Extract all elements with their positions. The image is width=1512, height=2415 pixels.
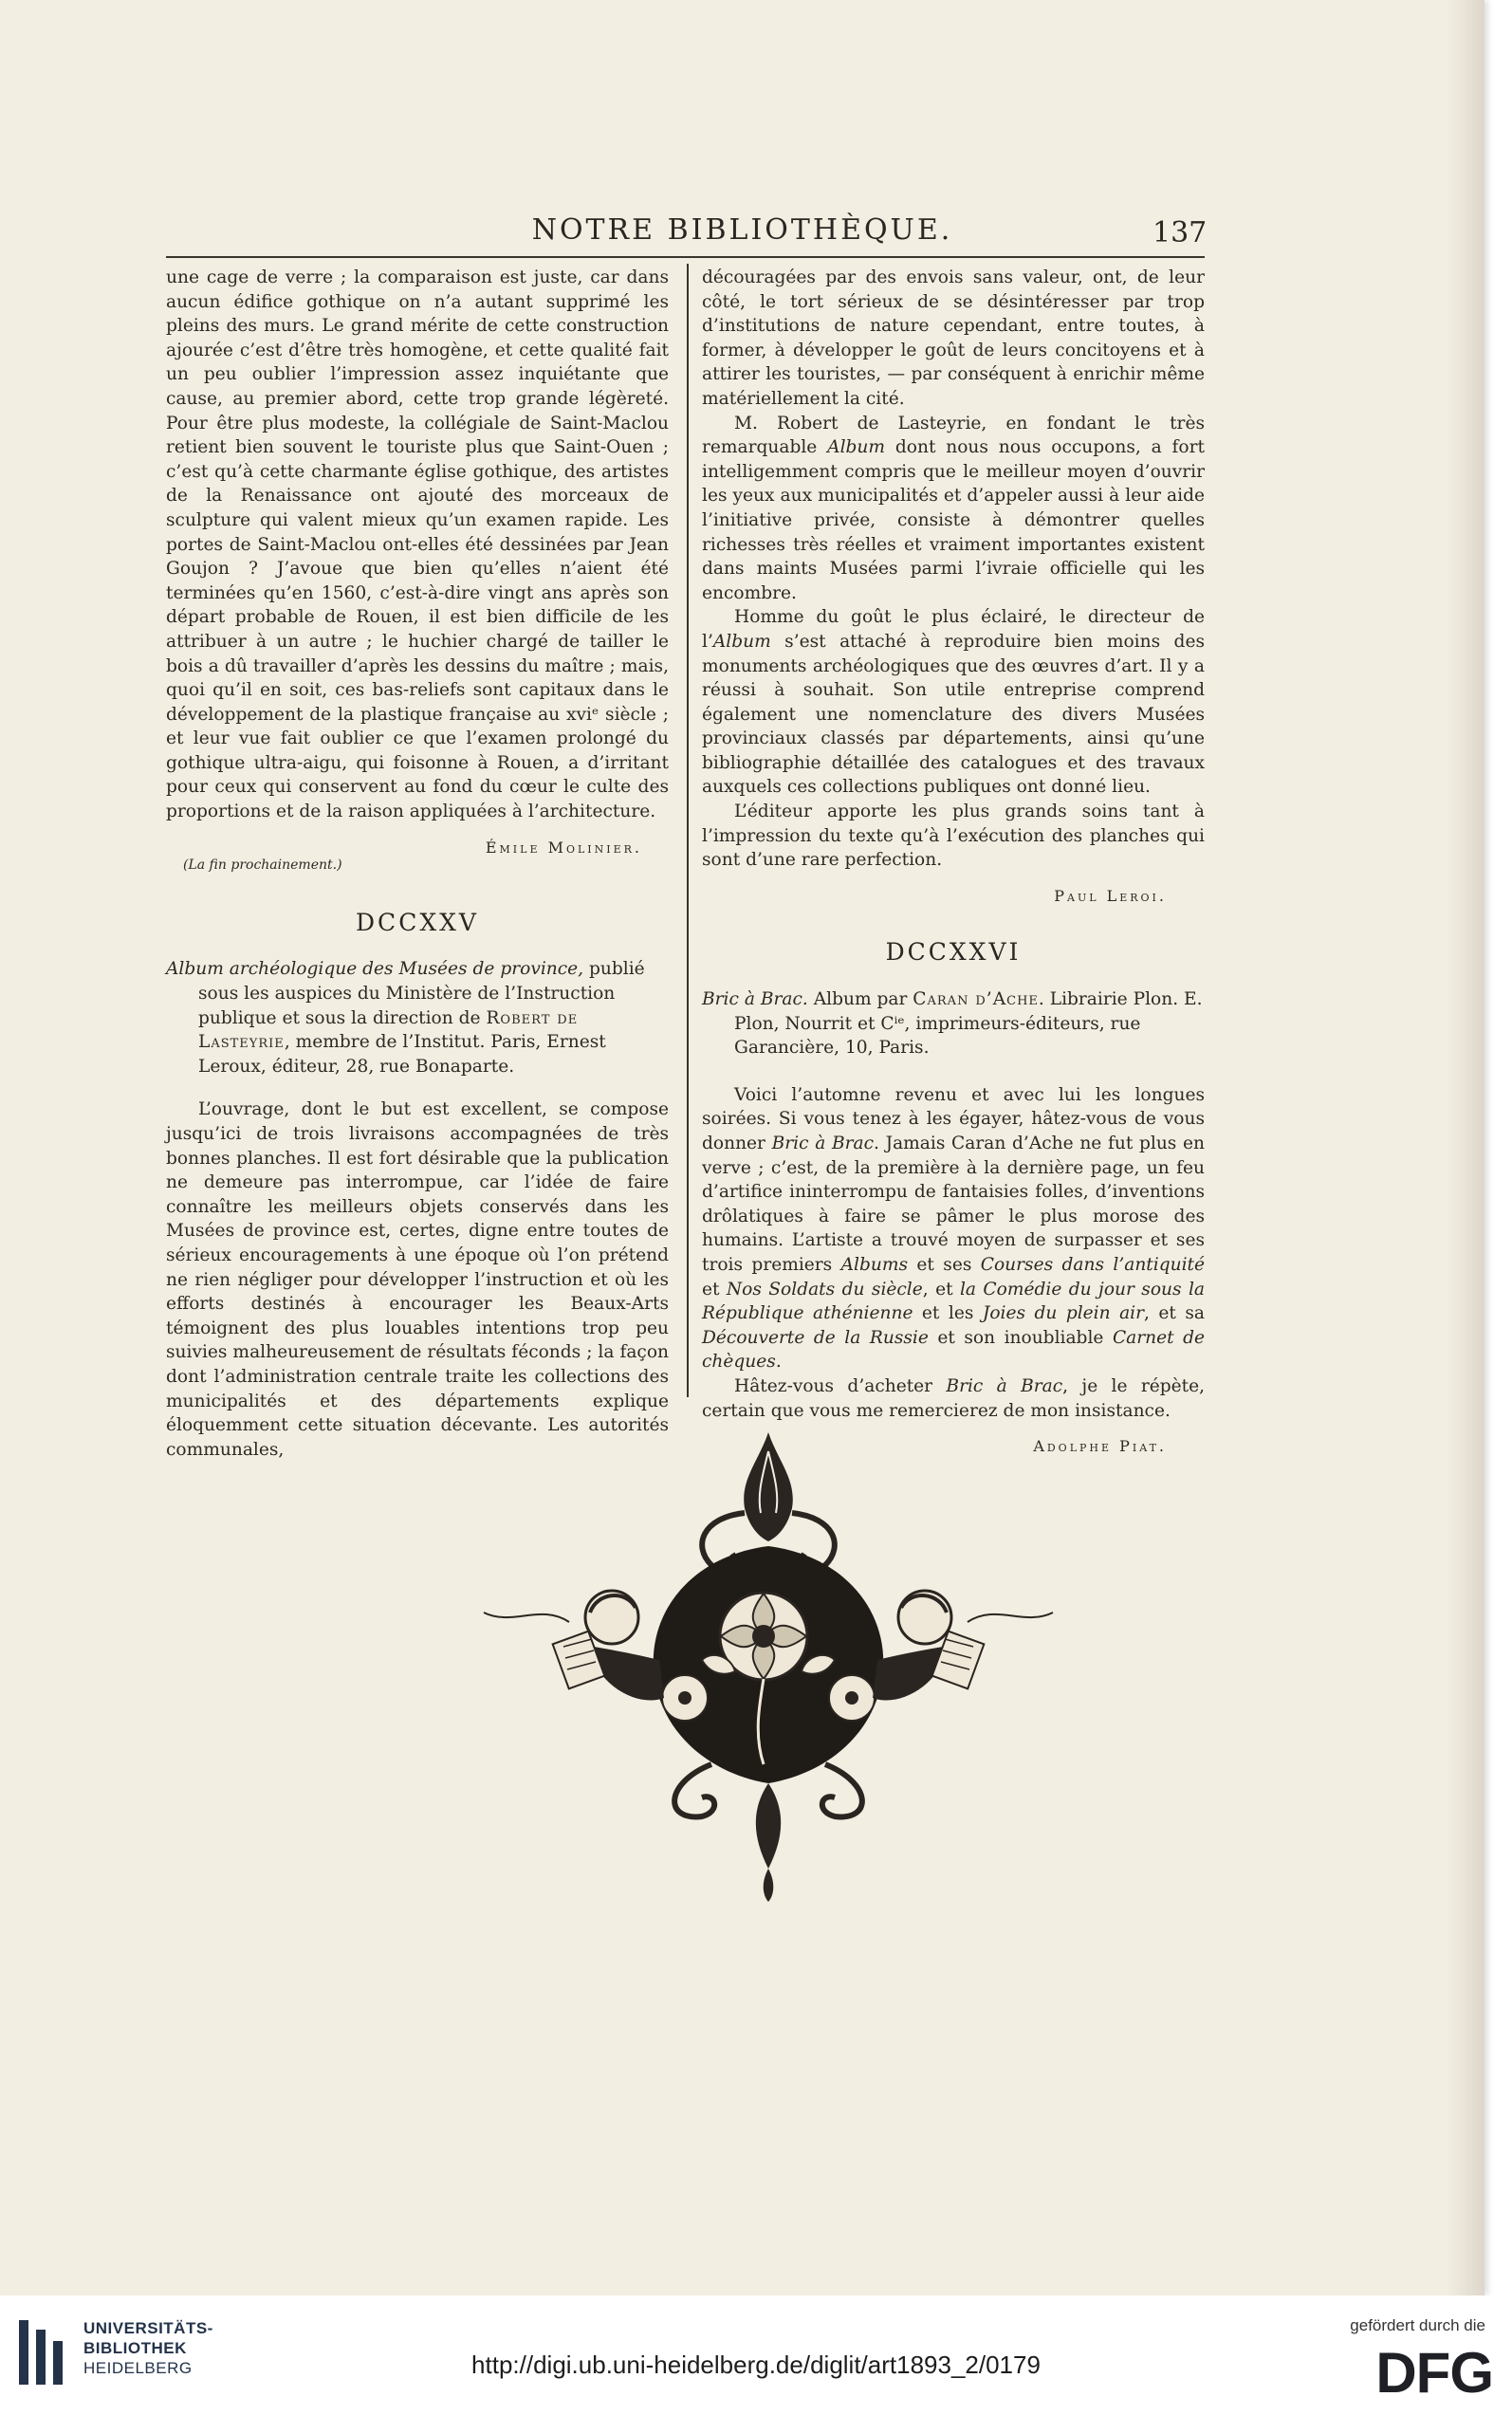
title-italic: Courses dans l’antiquité [980,1254,1206,1275]
entry-text: Album par [807,989,913,1010]
right-paragraph-1: découragées par des envois sans valeur, ont, de leur côté, le tort sérieux de se désintéresser par trop d’institutions de nature cependant, entre toutes, à former, à développer le goût de leurs concitoyens et à attirer les touristes, — par conséquent à enrichir même matériellement la cité. [702,267,1205,409]
entry-rest: , membre de l’Institut. Paris, Ernest Leroux, éditeur, 28, rue Bonaparte. [198,1032,606,1077]
title-italic: Bric à Brac [946,1375,1063,1396]
right-flower [829,1675,875,1721]
title-italic: Albums [840,1254,909,1275]
text-run: , et sa [1144,1303,1205,1324]
top-finial [744,1432,793,1541]
bibliographic-entry-dccxxvi [702,987,1205,1060]
text-run: dont nous nous occupons, a fort intelligemment compris que le meilleur moyen d’ouvrir les yeux aux municipalités et d’appeler aussi à leur aide l’initiative privée, consiste à démontrer quelles richesses très réelles et vraiment importantes existent dans maints Musées parmi l’ivraie officielle qui les encombre. [702,437,1205,603]
right-cherub [873,1591,984,1701]
title-italic: Nos Soldats du siècle [726,1279,923,1300]
bottom-pendant [756,1783,781,1869]
text-run: . [775,1352,782,1373]
title-italic: Joies du plein air [982,1303,1145,1324]
text-run: s’est attaché à reproduire bien moins des monuments archéologiques que des œuvres d’art. Il y a réussi à souhait. Son utile entreprise comprend également une nomenclature des divers Musées provinciaux classés par départements, ainsi qu’une bibliographie détaillée des catalogues et des travaux auxquels ces collections publiques ont donné lieu. [702,631,1205,798]
entry-rest: . Librairie Plon. E. Plon, Nourrit et Cⁱᵉ, imprimeurs-éditeurs, rue Garancière, 10, Paris. [734,989,1203,1059]
entry-title: Bric à Brac. [702,989,808,1010]
section-number-dccxxvi: DCCXXVI [885,938,1022,967]
review-paragraph-1 [702,1083,1205,1374]
signature-molinier: Émile Molinier. [485,838,642,857]
dfg-logo: DFG [1375,2341,1493,2405]
continuation-note: (La fin prochainement.) [183,857,342,874]
album-italic: Album [827,437,886,458]
left-column [166,266,669,1462]
text-run: et les [913,1303,983,1324]
left-tendril [484,1613,569,1622]
title-italic: Carnet de chèques [702,1327,1206,1373]
section-number-dccxxv: DCCXXV [356,908,479,936]
page-edge-shadow [1447,0,1484,2295]
title-italic: Bric à Brac [771,1134,875,1153]
header-rule [166,256,1205,258]
library-line-1: UNIVERSITÄTS- [83,2319,213,2337]
signature-piat: Adolphe Piat. [1033,1437,1167,1456]
left-paragraph: une cage de verre ; la comparaison est juste, car dans aucun édifice gothique on n’a autant supprimé les pleins des murs. Le grand mérite de cette construction ajourée c’est d’être très homogène, et cette qualité fait un peu oublier l’impression assez inquiétante que cause, au premier abord, cette trop grande légèreté. Pour être plus modeste, la collégiale de Saint-Maclou retient bien souvent le touriste plus que Saint-Ouen ; c’est qu’à cette charmante église gothique, des artistes de la Renaissance ont ajouté des morceaux de sculpture qui valent mieux qu’un examen rapide. Les portes de Saint-Maclou ont-elles été dessinées par Jean Goujon ? J’avoue que bien qu’elles n’aient été terminées qu’en 1560, c’est-à-dire vingt ans après son départ probable de Rouen, il est bien difficile de les attribuer à un autre ; le huchier chargé de tailler le bois a dû travailler d’après les dessins du maître ; mais, quoi qu’il en soit, ces bas-reliefs sont capitaux dans le développement de la plastique française au xviᵉ siècle ; et leur vue fait oublier ce que l’examen prolongé du gothique ultra-aigu, qui foisonne à Rouen, a d’irritant pour ceux qui conservent au fond du cœur le culte des proportions et de la raison appliquées à l’architecture. [166,267,669,822]
bottom-right-scroll [822,1764,862,1816]
library-line-3: HEIDELBERG [83,2359,193,2377]
entry-author: Robert de Lasteyrie [198,1007,579,1053]
text-run: Hâtez-vous d’acheter [734,1375,947,1396]
title-italic: la Comédie du jour sous la République athénienne [702,1279,1205,1324]
signature-leroi: Paul Leroi. [1054,886,1167,905]
permalink-url[interactable]: http://digi.ub.uni-heidelberg.de/diglit/art1893_2/0179 [471,2350,1041,2379]
column-rule [687,264,689,1397]
right-tendril [968,1613,1053,1622]
running-head: NOTRE BIBLIOTHÈQUE. [531,213,953,247]
left-flower [662,1675,708,1721]
left-cherub [553,1591,664,1701]
funded-by-label: gefördert durch die [1350,2316,1485,2334]
entry-title: Album archéologique des Musées de province, [166,959,584,980]
text-run: . Jamais Caran d’Ache ne fut plus en verve ; c’est, de la première à la dernière page, un feu d’artifice ininterrompu de fantaisies folles, d’inventions drôlatiques à faire se pâmer le plus morose des humains. L’artiste a trouvé moyen de surpasser et ses trois premiers [702,1134,1206,1275]
review-paragraph-2 [702,1374,1205,1423]
album-italic: Album [712,631,771,652]
review-paragraph: L’ouvrage, dont le but est excellent, se compose jusqu’ici de trois livraisons accompagnées de très bonnes planches. Il est fort désirable que la publication ne demeure pas interrompue, car l’idée de faire connaître les meilleurs objets conservés dans les Musées de province est, certes, digne entre toutes de sérieux encouragements à une époque où l’on prétend ne rien négliger pour développer l’instruction et où les efforts destinés à encourager les Beaux-Arts témoignent des plus louables intentions trop peu suivies malheureusement de résultats féconds ; la façon dont l’administration centrale traite les collections des municipalités et des départements explique éloquemment cette situation décevante. Les autorités communales, [166,1099,669,1460]
text-run: Homme du goût le plus éclairé, le directeur de l’ [702,607,1205,652]
bottom-drop [764,1869,774,1902]
right-paragraph-4: L’éditeur apporte les plus grands soins tant à l’impression du texte qu’à l’exécution des planches qui sont d’une rare perfection. [702,802,1205,871]
text-run: , je le répète, certain que vous me remercierez de mon insistance. [702,1375,1206,1421]
floral-ornament-icon [474,1423,1062,1907]
viewer-footer [0,2295,1512,2415]
text-run: , et [922,1279,960,1300]
entry-author: Caran d’Ache [913,989,1039,1010]
right-paragraph-3 [702,605,1205,800]
text-run: et son inoubliable [928,1327,1113,1348]
bibliographic-entry-dccxxv [166,957,669,1078]
right-paragraph-2 [702,412,1205,606]
text-run: M. Robert de Lasteyrie, en fondant le très remarquable [702,413,1205,458]
entry-text: publié sous les auspices du Ministère de l’Instruction publique et sous la direction de [198,959,645,1028]
library-line-2: BIBLIOTHEK [83,2339,187,2357]
page-number: 137 [1152,216,1208,249]
text-run: et [702,1279,727,1300]
text-run: Voici l’automne revenu et avec lui les longues soirées. Si vous tenez à les égayer, hâtez-vous de vous donner [702,1084,1205,1153]
right-column [702,266,1205,1459]
bottom-left-scroll [674,1764,714,1816]
text-run: et ses [908,1254,981,1275]
title-italic: Découverte de la Russie [702,1327,929,1348]
